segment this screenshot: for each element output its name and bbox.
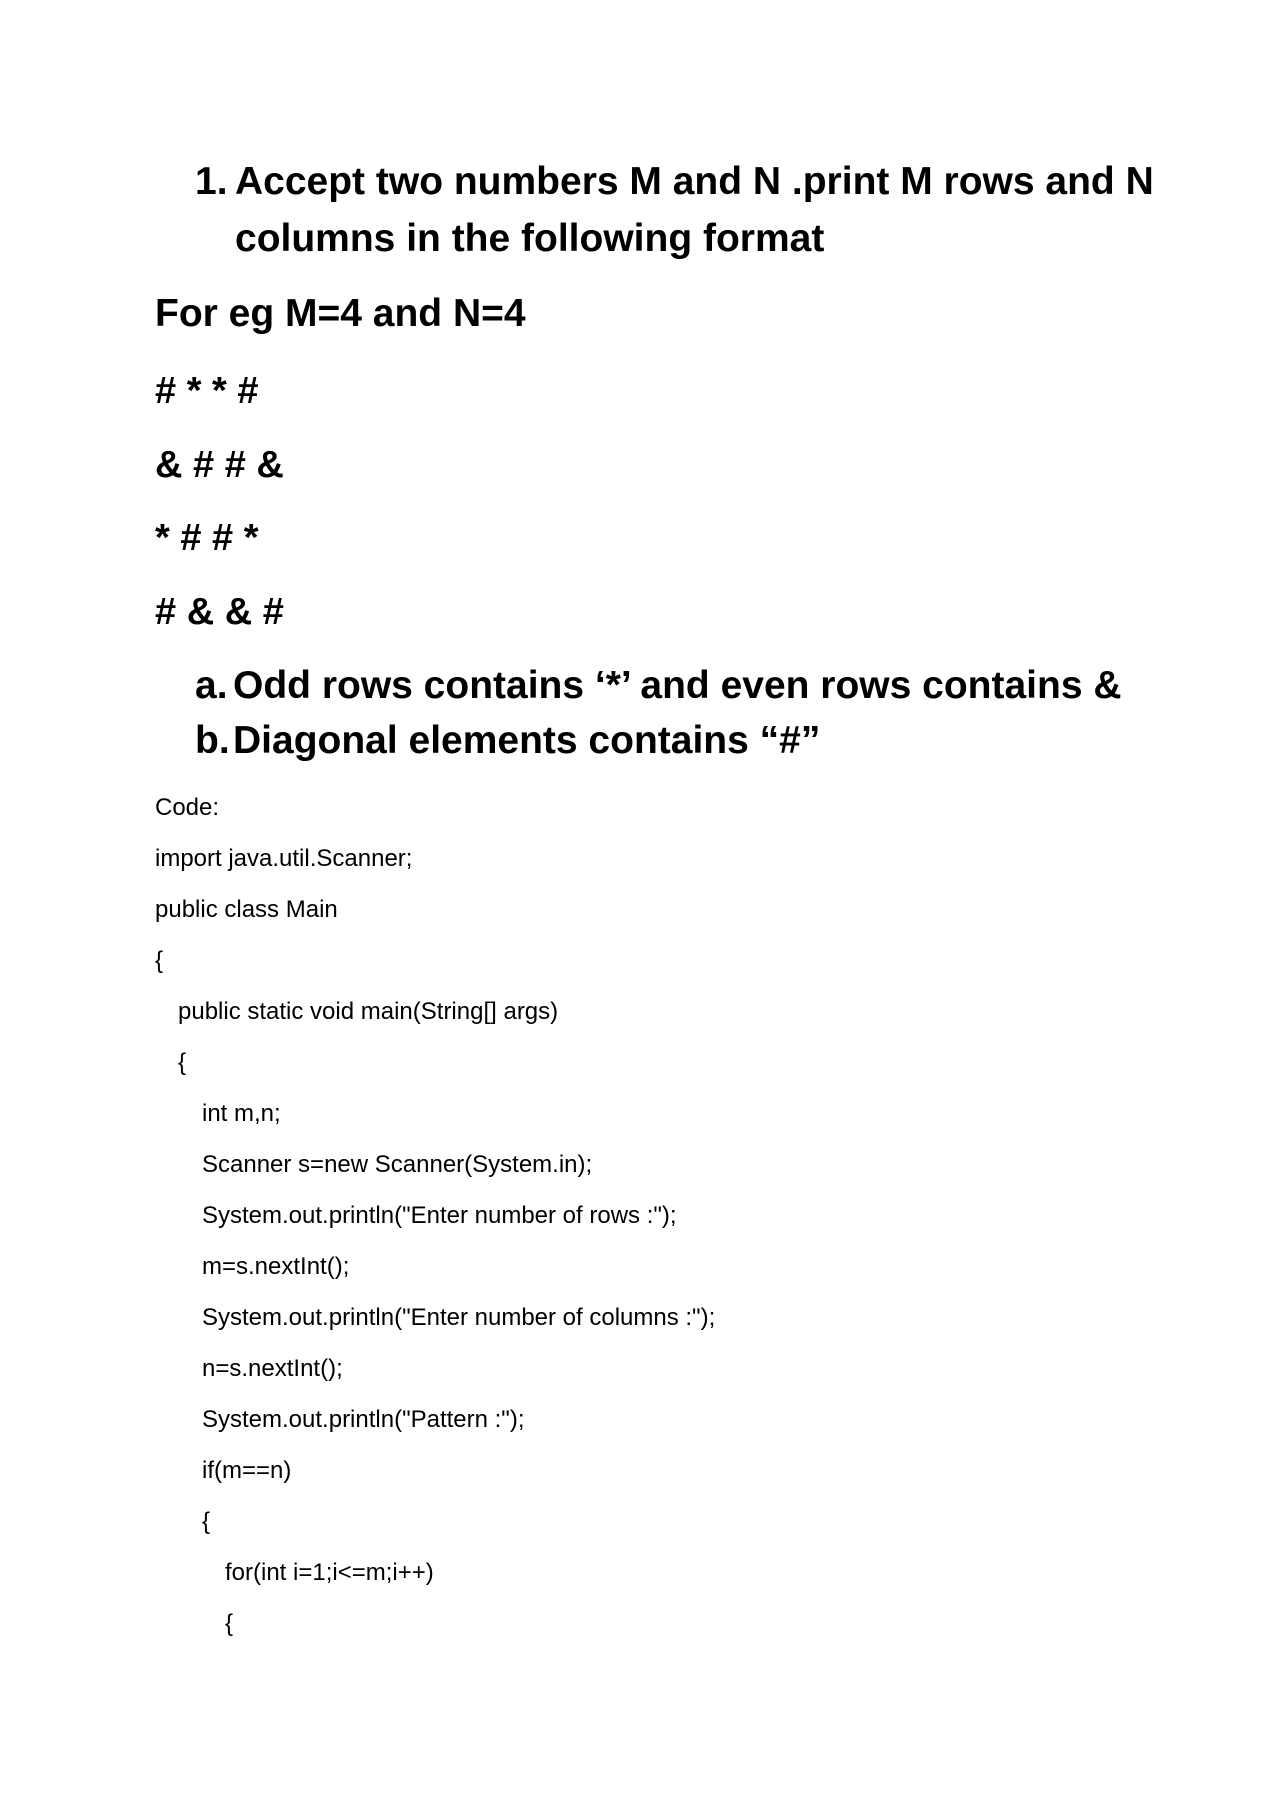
code-line: m=s.nextInt(); — [202, 1253, 350, 1280]
code-line: Scanner s=new Scanner(System.in); — [202, 1151, 593, 1178]
rule-text: Odd rows contains ‘*’ and even rows contains & — [233, 664, 1122, 707]
pattern-row: # * * # — [155, 370, 259, 412]
example-label: For eg M=4 and N=4 — [155, 292, 526, 335]
question-number: 1. — [195, 160, 228, 203]
code-line: import java.util.Scanner; — [155, 845, 413, 872]
rule-item — [195, 716, 1215, 766]
question-item — [195, 153, 1195, 267]
code-line: { — [202, 1508, 211, 1535]
code-line: System.out.println("Pattern :"); — [202, 1406, 525, 1433]
rule-text: Diagonal elements contains “#” — [233, 719, 821, 762]
pattern-row: & # # & — [155, 444, 284, 486]
code-line: int m,n; — [202, 1100, 281, 1127]
code-line: if(m==n) — [202, 1457, 292, 1484]
code-line: { — [225, 1610, 234, 1637]
rule-label: a. — [195, 664, 228, 707]
rule-label: b. — [195, 719, 230, 762]
code-line: n=s.nextInt(); — [202, 1355, 343, 1382]
code-line: for(int i=1;i<=m;i++) — [225, 1559, 434, 1586]
code-line: System.out.println("Enter number of rows :"); — [202, 1202, 677, 1229]
question-text: Accept two numbers M and N .print M rows and N columns in the following format — [235, 160, 1154, 260]
code-line: { — [155, 947, 164, 974]
code-line: public static void main(String[] args) — [178, 998, 559, 1025]
code-line: public class Main — [155, 896, 338, 923]
rule-item — [195, 661, 1215, 711]
code-line: System.out.println("Enter number of columns :"); — [202, 1304, 716, 1331]
code-line: { — [178, 1049, 187, 1076]
code-label: Code: — [155, 794, 220, 821]
pattern-row: # & & # — [155, 591, 284, 633]
pattern-row: * # # * — [155, 517, 259, 559]
